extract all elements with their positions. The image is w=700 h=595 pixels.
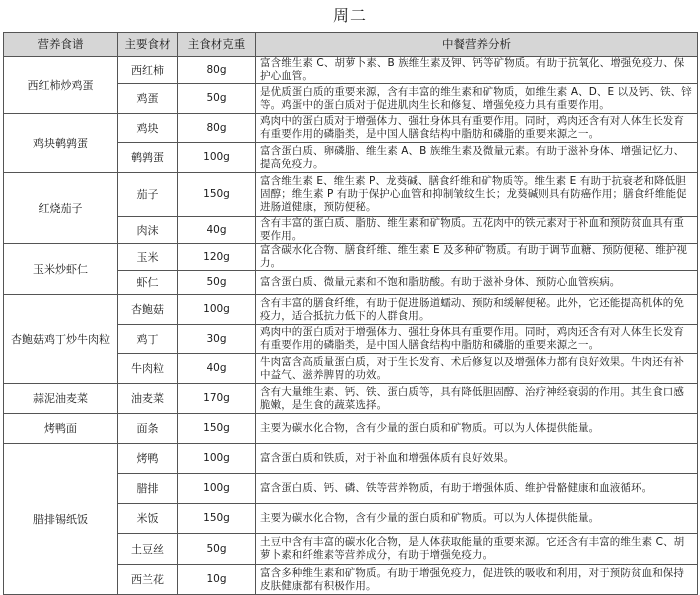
table-row xyxy=(4,444,698,474)
dish-name: 鸡块鹌鹑蛋 xyxy=(4,114,118,173)
ingredient-name: 烤鸭 xyxy=(118,444,178,474)
dish-name: 玉米炒虾仁 xyxy=(4,244,118,295)
ingredient-name: 鸡丁 xyxy=(118,325,178,354)
nutrition-note: 富含蛋白质、钙、磷、铁等营养物质，有助于增强体质、维护骨骼健康和血液循环。 xyxy=(256,474,698,504)
ingredient-weight: 50g xyxy=(178,534,256,565)
ingredient-name: 西红柿 xyxy=(118,57,178,84)
ingredient-weight: 100g xyxy=(178,143,256,173)
dish-name: 红烧茄子 xyxy=(4,173,118,244)
ingredient-name: 面条 xyxy=(118,414,178,444)
dish-name: 烤鸭面 xyxy=(4,414,118,444)
table-row xyxy=(4,57,698,84)
ingredient-weight: 100g xyxy=(178,444,256,474)
nutrition-note: 是优质蛋白质的重要来源，含有丰富的维生素和矿物质，如维生素 A、D、E 以及钙、铁、锌等。鸡蛋中的蛋白质对于促进肌肉生长和修复、增强免疫力具有重要作用。 xyxy=(256,84,698,114)
ingredient-name: 油麦菜 xyxy=(118,384,178,414)
ingredient-name: 米饭 xyxy=(118,504,178,534)
ingredient-name: 肉沫 xyxy=(118,217,178,244)
dish-name: 蒜泥油麦菜 xyxy=(4,384,118,414)
ingredient-name: 鸡块 xyxy=(118,114,178,143)
nutrition-table xyxy=(3,32,698,595)
table-row xyxy=(4,114,698,143)
nutrition-note: 富含蛋白质和铁质，对于补血和增强体质有良好效果。 xyxy=(256,444,698,474)
ingredient-name: 土豆丝 xyxy=(118,534,178,565)
ingredient-name: 玉米 xyxy=(118,244,178,271)
ingredient-name: 腊排 xyxy=(118,474,178,504)
nutrition-note: 牛肉富含高质量蛋白质，对于生长发育、术后修复以及增强体力都有良好效果。牛肉还有补中益气、滋养脾胃的功效。 xyxy=(256,354,698,384)
ingredient-name: 鸡蛋 xyxy=(118,84,178,114)
ingredient-name: 杏鲍菇 xyxy=(118,295,178,325)
nutrition-note: 富含多种维生素和矿物质。有助于增强免疫力，促进铁的吸收和利用，对于预防贫血和保持皮肤健康都有积极作用。 xyxy=(256,565,698,595)
nutrition-note: 富含蛋白质、卵磷脂、维生素 A、B 族维生素及微量元素。有助于滋补身体、增强记忆力、提高免疫力。 xyxy=(256,143,698,173)
nutrition-note: 含有丰富的膳食纤维，有助于促进肠道蠕动、预防和缓解便秘。此外，它还能提高机体的免疫力，适合抵抗力低下的人群食用。 xyxy=(256,295,698,325)
table-row xyxy=(4,244,698,271)
ingredient-weight: 40g xyxy=(178,354,256,384)
nutrition-note: 含有丰富的蛋白质、脂肪、维生素和矿物质。五花肉中的铁元素对于补血和预防贫血具有重要作用。 xyxy=(256,217,698,244)
nutrition-note: 富含蛋白质、微量元素和不饱和脂肪酸。有助于滋补身体、预防心血管疾病。 xyxy=(256,271,698,295)
ingredient-weight: 30g xyxy=(178,325,256,354)
nutrition-note: 鸡肉中的蛋白质对于增强体力、强壮身体具有重要作用。同时，鸡肉还含有对人体生长发育有重要作用的磷脂类，是中国人膳食结构中脂肪和磷脂的重要来源之一。 xyxy=(256,114,698,143)
header-dish: 营养食谱 xyxy=(4,33,118,57)
page-title: 周二 xyxy=(332,6,367,25)
dish-name: 腊排锡纸饭 xyxy=(4,444,118,595)
ingredient-weight: 150g xyxy=(178,414,256,444)
table-row xyxy=(4,173,698,217)
nutrition-note: 富含维生素 E、维生素 P、龙葵碱、膳食纤维和矿物质等。维生素 E 有助于抗衰老和降低胆固醇；维生素 P 有助于保护心血管和抑制皱纹生长；龙葵碱则具有防癌作用；膳食纤维能促进肠道健康，预防便秘。 xyxy=(256,173,698,217)
dish-name: 杏鲍菇鸡丁炒牛肉粒 xyxy=(4,295,118,384)
nutrition-note: 主要为碳水化合物，含有少量的蛋白质和矿物质。可以为人体提供能量。 xyxy=(256,414,698,444)
nutrition-note: 富含碳水化合物、膳食纤维、维生素 E 及多种矿物质。有助于调节血糖、预防便秘、维护视力。 xyxy=(256,244,698,271)
nutrition-note: 鸡肉中的蛋白质对于增强体力、强壮身体具有重要作用。同时，鸡肉还含有对人体生长发育有重要作用的磷脂类，是中国人膳食结构中脂肪和磷脂的重要来源之一。 xyxy=(256,325,698,354)
table-row xyxy=(4,414,698,444)
ingredient-weight: 50g xyxy=(178,84,256,114)
ingredient-weight: 100g xyxy=(178,474,256,504)
ingredient-weight: 80g xyxy=(178,57,256,84)
ingredient-name: 虾仁 xyxy=(118,271,178,295)
dish-name: 西红柿炒鸡蛋 xyxy=(4,57,118,114)
ingredient-weight: 40g xyxy=(178,217,256,244)
ingredient-weight: 100g xyxy=(178,295,256,325)
table-row xyxy=(4,295,698,325)
ingredient-weight: 10g xyxy=(178,565,256,595)
ingredient-weight: 150g xyxy=(178,504,256,534)
ingredient-weight: 50g xyxy=(178,271,256,295)
nutrition-note: 含有大量维生素、钙、铁、蛋白质等，具有降低胆固醇、治疗神经衰弱的作用。其生食口感脆嫩，是生食的蔬菜选择。 xyxy=(256,384,698,414)
nutrition-note: 土豆中含有丰富的碳水化合物，是人体获取能量的重要来源。它还含有丰富的维生素 C、胡萝卜素和纤维素等营养成分，有助于增强免疫力。 xyxy=(256,534,698,565)
nutrition-note: 主要为碳水化合物，含有少量的蛋白质和矿物质。可以为人体提供能量。 xyxy=(256,504,698,534)
ingredient-weight: 150g xyxy=(178,173,256,217)
header-ingredient: 主要食材 xyxy=(118,33,178,57)
ingredient-name: 鹌鹑蛋 xyxy=(118,143,178,173)
ingredient-name: 牛肉粒 xyxy=(118,354,178,384)
table-row xyxy=(4,384,698,414)
nutrition-note: 富含维生素 C、胡萝卜素、B 族维生素及钾、钙等矿物质。有助于抗氧化、增强免疫力、保护心血管。 xyxy=(256,57,698,84)
ingredient-name: 茄子 xyxy=(118,173,178,217)
ingredient-weight: 80g xyxy=(178,114,256,143)
ingredient-weight: 120g xyxy=(178,244,256,271)
table-header-row xyxy=(4,33,698,57)
ingredient-name: 西兰花 xyxy=(118,565,178,595)
ingredient-weight: 170g xyxy=(178,384,256,414)
header-analysis: 中餐营养分析 xyxy=(256,33,698,57)
header-weight: 主食材克重 xyxy=(178,33,256,57)
